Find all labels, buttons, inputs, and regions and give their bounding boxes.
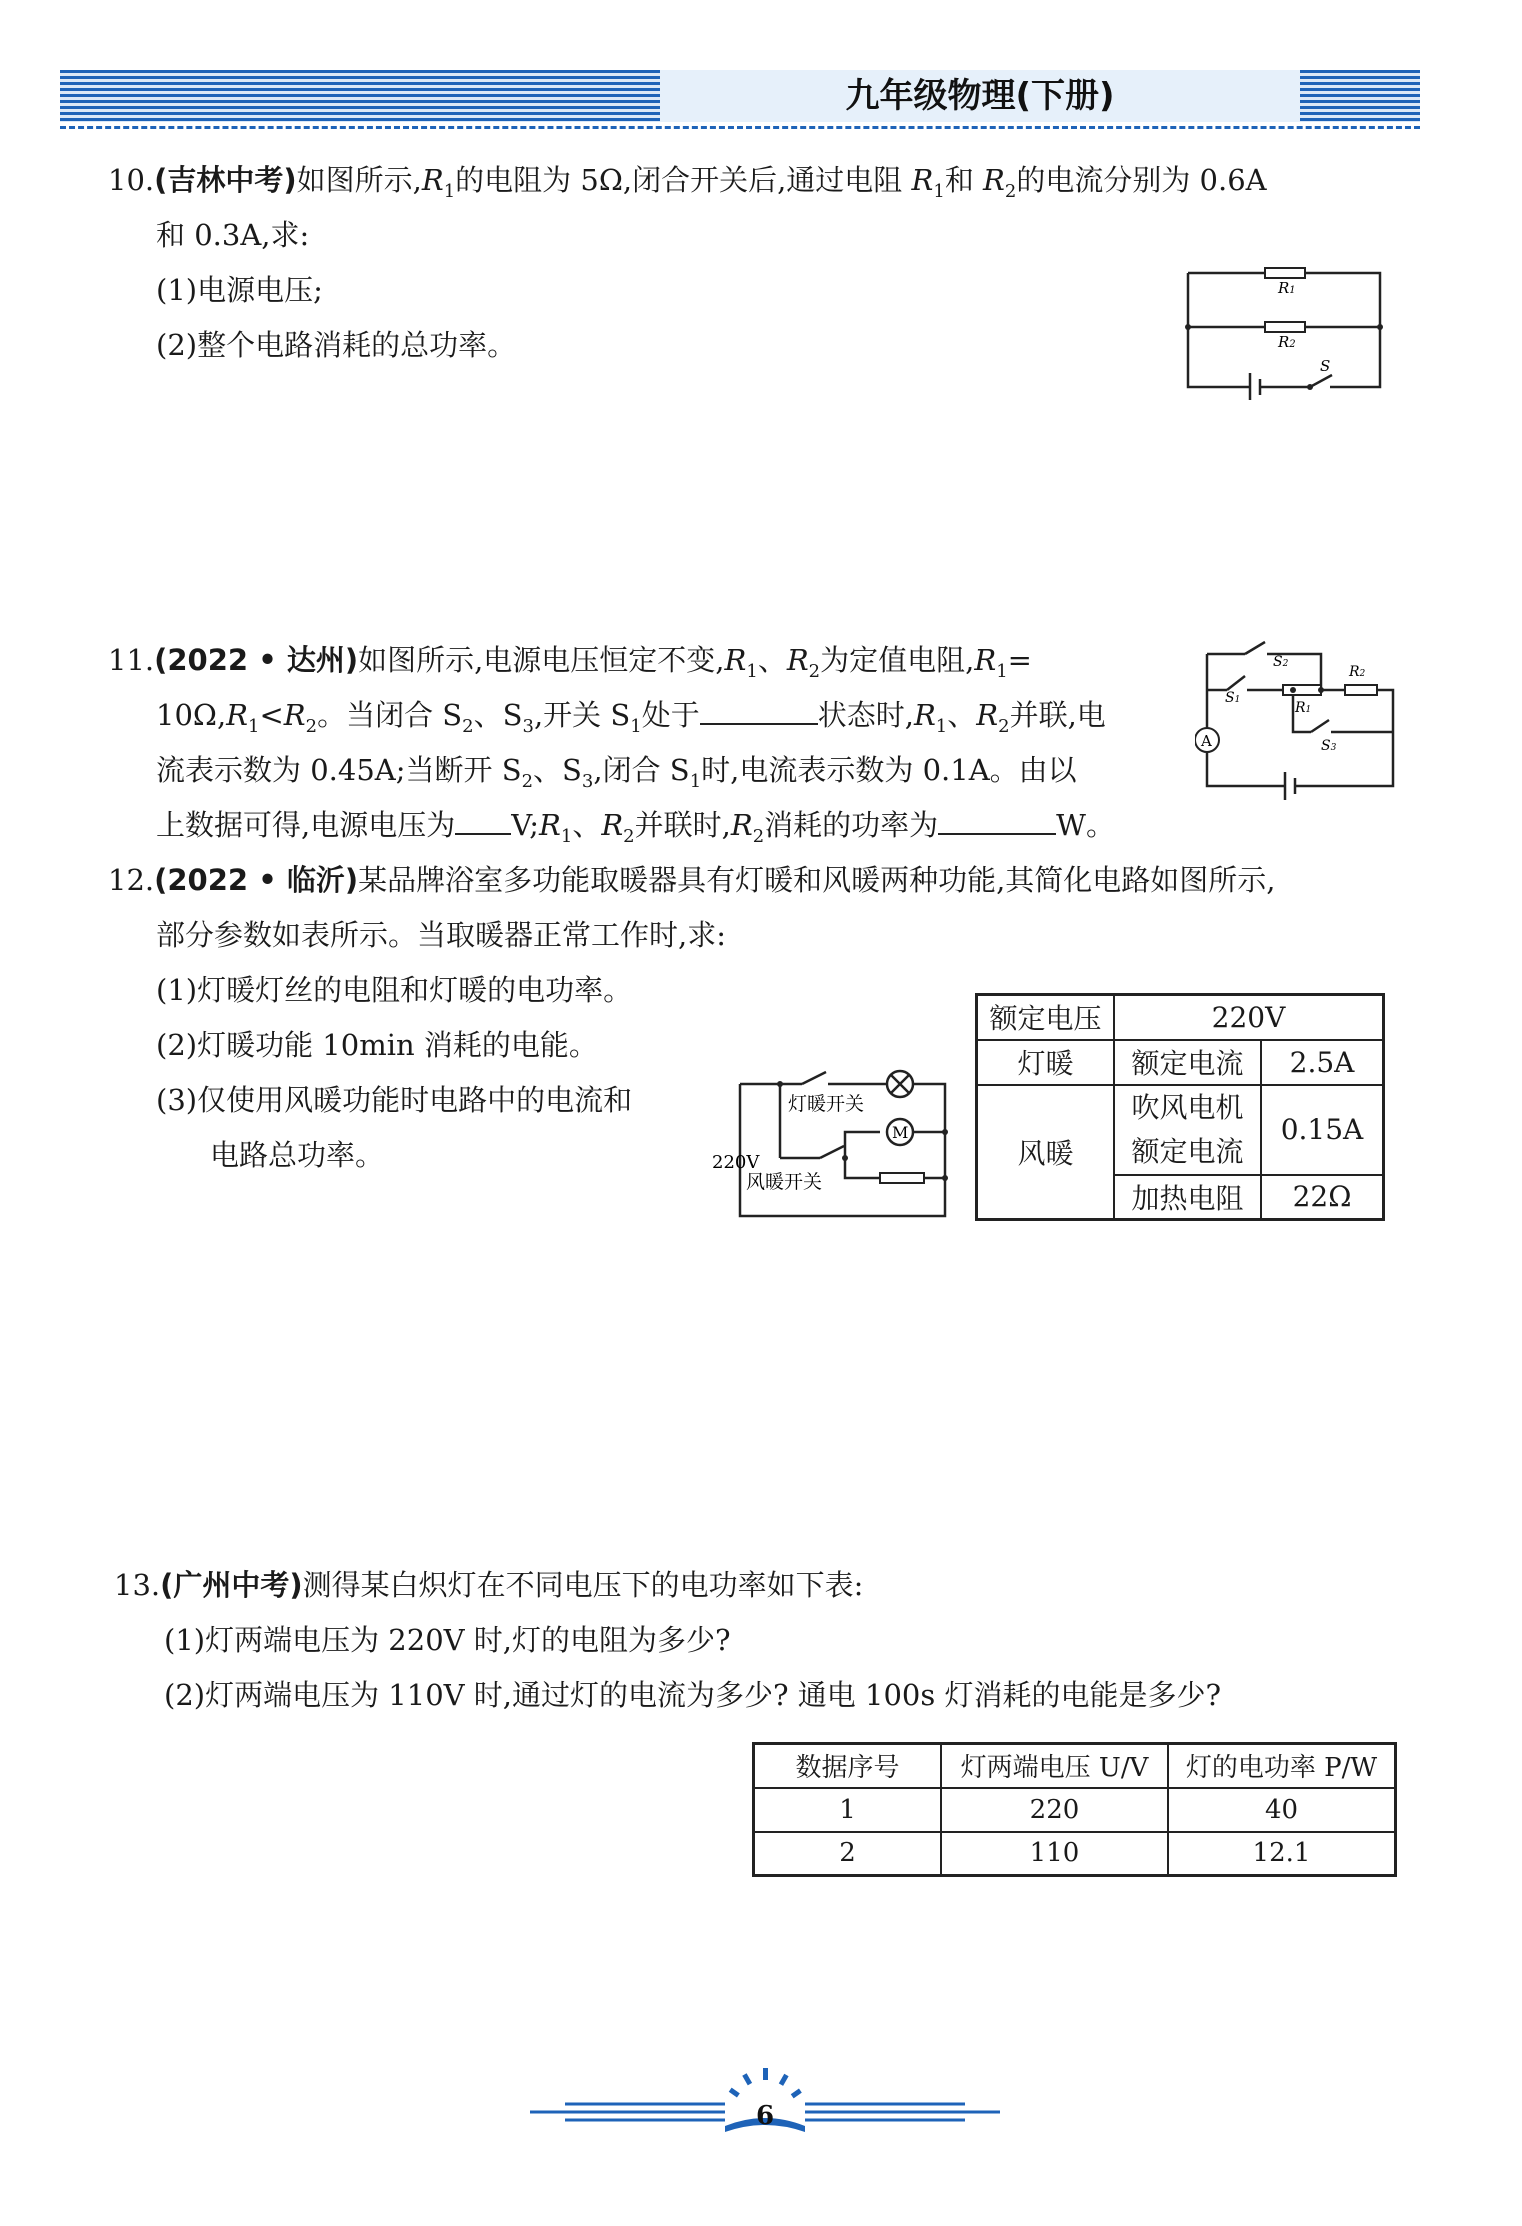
q11-r2-label: R2 <box>1349 664 1366 680</box>
q12-line-2: 部分参数如表所示。当取暖器正常工作时,求: <box>156 918 726 952</box>
q12-lamp-current-value: 2.5A <box>1261 1040 1384 1085</box>
q11-blank-2[interactable] <box>455 805 511 835</box>
header-divider <box>60 126 1420 129</box>
q11-s2-label: S2 <box>1273 654 1289 670</box>
q10-r1-label: R1 <box>1278 279 1296 297</box>
q12-lamp-current-label: 额定电流 <box>1114 1040 1261 1085</box>
q12-voltage-label: 220V <box>712 1152 760 1173</box>
q11-s1-label: S1 <box>1225 690 1241 706</box>
q10-line-2: 和 0.3A,求: <box>156 218 310 252</box>
q11-number: 11. <box>108 643 155 677</box>
q11-blank-1[interactable] <box>700 695 818 725</box>
q12-motor-label: M <box>892 1123 909 1142</box>
q13-header-voltage: 灯两端电压 U/V <box>941 1744 1168 1788</box>
table-row: 1 220 40 <box>754 1788 1396 1832</box>
q13-part-2: (2)灯两端电压为 110V 时,通过灯的电流为多少? 通电 100s 灯消耗的电能是多少? <box>164 1678 1222 1712</box>
q11-blank-3[interactable] <box>938 805 1056 835</box>
q10-r2-label: R2 <box>1278 333 1296 351</box>
q11-line-2: $10\Omega,R_1<R_2$。当闭合 $S_2$、$S_3$,开关 $S_1$处于 状态时$,R_1$、$R_2$并联,电 <box>156 695 1106 747</box>
q13-header-index: 数据序号 <box>754 1744 942 1788</box>
q11-source: (2022 • 达州) <box>154 643 359 677</box>
q11-line-3: 流表示数为 0.45A;当断开 $S_2$、$S_3$,闭合 $S_1$时,电流表示数为 0.1A。由以 <box>156 753 1077 792</box>
q12-heater-label: 加热电阻 <box>1114 1175 1261 1220</box>
q13-source: (广州中考) <box>160 1568 303 1602</box>
q11-r1-label: R1 <box>1295 700 1312 716</box>
q12-part-1: (1)灯暖灯丝的电阻和灯暖的电功率。 <box>156 973 633 1007</box>
q12-fan-label: 风暖 <box>977 1085 1115 1220</box>
q12-heater-value: 22Ω <box>1261 1175 1384 1220</box>
header-title: 九年级物理(下册) <box>845 76 1115 116</box>
q11-circuit-diagram <box>1195 640 1420 805</box>
q12-number: 12. <box>108 863 155 897</box>
q13-number: 13. <box>114 1568 161 1602</box>
q11-line-1: 11.(2022 • 达州)如图所示,电源电压恒定不变$,R_1$、$R_2$为定值电阻$,R_1=$ <box>108 643 1032 682</box>
q12-circuit-diagram <box>710 1060 955 1225</box>
table-row: 2 110 12.1 <box>754 1832 1396 1876</box>
q12-part-2: (2)灯暖功能 10min 消耗的电能。 <box>156 1028 598 1062</box>
q12-line-1: 12.(2022 • 临沂)某品牌浴室多功能取暖器具有灯暖和风暖两种功能,其简化电路如图所示, <box>108 863 1276 897</box>
q10-line-1: 10.(吉林中考)如图所示$,R_1$的电阻为 5Ω,闭合开关后,通过电阻 $R_1$和 $R_2$的电流分别为 0.6A <box>108 163 1267 202</box>
q12-fan-motor-label: 吹风电机 额定电流 <box>1114 1085 1261 1175</box>
q12-part-3a: (3)仅使用风暖功能时电路中的电流和 <box>156 1083 633 1117</box>
q12-rated-voltage-value: 220V <box>1114 995 1384 1040</box>
q12-lamp-label: 灯暖 <box>977 1040 1115 1085</box>
q13-data-table <box>752 1742 1397 1877</box>
q10-source: (吉林中考) <box>154 163 297 197</box>
q13-line-1: 13.(广州中考)测得某白炽灯在不同电压下的电功率如下表: <box>114 1568 864 1602</box>
q12-fan-switch-label: 风暖开关 <box>746 1171 823 1193</box>
q10-circuit-diagram <box>1180 265 1400 400</box>
q10-number: 10. <box>108 163 155 197</box>
q13-part-1: (1)灯两端电压为 220V 时,灯的电阻为多少? <box>164 1623 731 1657</box>
q13-header-power: 灯的电功率 P/W <box>1168 1744 1396 1788</box>
page-number: 6 <box>755 2101 775 2131</box>
q11-line-4: 上数据可得,电源电压为 $V;R_1$、$R_2$并联时$,R_2$消耗的功率为 W。 <box>156 805 1115 857</box>
q11-s3-label: S3 <box>1321 738 1337 754</box>
footer-ornament <box>520 2060 1010 2140</box>
q12-fan-motor-value: 0.15A <box>1261 1085 1384 1175</box>
q12-rated-voltage-label: 额定电压 <box>977 995 1115 1040</box>
q11-ammeter-label: A <box>1201 732 1212 750</box>
q10-switch-label: S <box>1320 357 1331 375</box>
q10-part-2: (2)整个电路消耗的总功率。 <box>156 328 517 362</box>
q10-part-1: (1)电源电压; <box>156 273 323 307</box>
q12-part-3b: 电路总功率。 <box>210 1138 385 1172</box>
q12-params-table <box>975 993 1385 1221</box>
q12-lamp-switch-label: 灯暖开关 <box>788 1093 865 1115</box>
q12-source: (2022 • 临沂) <box>154 863 359 897</box>
